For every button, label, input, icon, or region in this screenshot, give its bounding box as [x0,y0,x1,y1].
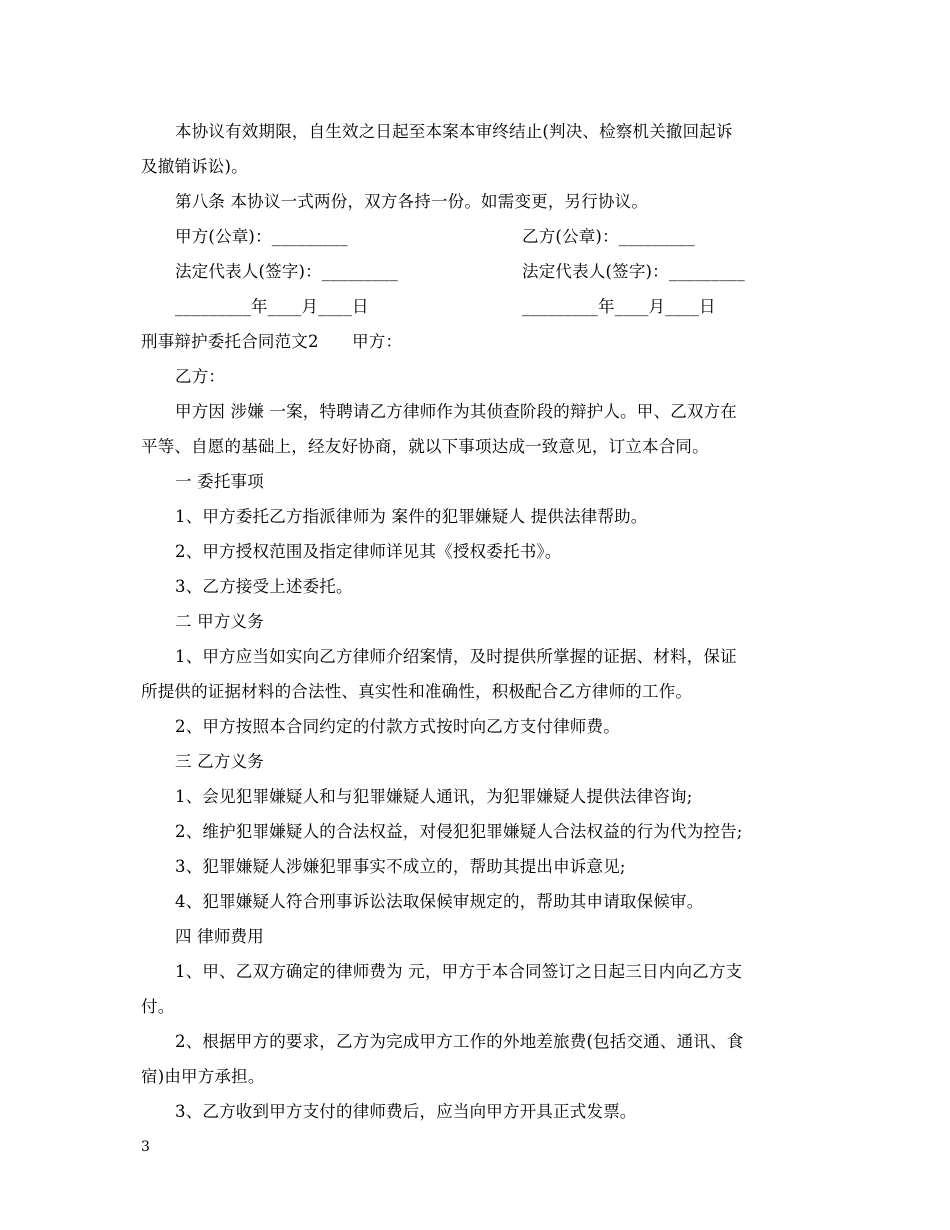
paragraph-line: 3、犯罪嫌疑人涉嫌犯罪事实不成立的，帮助其提出申诉意见; [175,857,626,876]
paragraph-line: 乙方： [175,367,226,386]
paragraph-line: 甲方因 涉嫌 一案，特聘请乙方律师作为其侦查阶段的辩护人。甲、乙双方在 [175,402,737,421]
party-a-seal-line: 甲方(公章)：_________ [175,227,348,246]
document-heading: 刑事辩护委托合同范文2 甲方： [141,332,403,351]
paragraph-line: 本协议有效期限，自生效之日起至本案本审终结止(判决、检察机关撤回起诉 [175,122,733,141]
section-heading: 三 乙方义务 [175,752,264,771]
section-heading: 四 律师费用 [175,927,264,946]
paragraph-line: 付。 [141,997,175,1016]
paragraph-line: 2、甲方按照本合同约定的付款方式按时向乙方支付律师费。 [175,717,620,736]
section-heading: 二 甲方义务 [175,612,264,631]
party-a-date-line: _________年____月____日 [175,297,369,316]
paragraph-line: 所提供的证据材料的合法性、真实性和准确性，积极配合乙方律师的工作。 [141,682,693,701]
paragraph-line: 宿)由甲方承担。 [141,1067,265,1086]
party-b-seal-line: 乙方(公章)：_________ [522,227,695,246]
party-b-date-line: _________年____月____日 [522,297,716,316]
paragraph-line: 1、会见犯罪嫌疑人和与犯罪嫌疑人通讯，为犯罪嫌疑人提供法律咨询; [175,787,693,806]
party-a-representative-line: 法定代表人(签字)：_________ [175,262,398,281]
paragraph-line: 2、甲方授权范围及指定律师详见其《授权委托书》。 [175,542,562,561]
party-b-representative-line: 法定代表人(签字)：_________ [522,262,745,281]
section-heading: 一 委托事项 [175,472,264,491]
article-eight-line: 第八条 本协议一式两份，双方各持一份。如需变更，另行协议。 [175,192,649,211]
page-number: 3 [141,1139,150,1155]
paragraph-line: 平等、自愿的基础上，经友好协商，就以下事项达成一致意见，订立本合同。 [141,437,709,456]
paragraph-line: 3、乙方接受上述委托。 [175,577,353,596]
paragraph-line: 1、甲、乙双方确定的律师费为 元，甲方于本合同签订之日起三日内向乙方支 [175,962,743,981]
paragraph-line: 1、甲方应当如实向乙方律师介绍案情，及时提供所掌握的证据、材料，保证 [175,647,737,666]
paragraph-line: 3、乙方收到甲方支付的律师费后，应当向甲方开具正式发票。 [175,1102,637,1121]
paragraph-line: 4、犯罪嫌疑人符合刑事诉讼法取保候审规定的，帮助其申请取保候审。 [175,892,704,911]
paragraph-line: 2、根据甲方的要求，乙方为完成甲方工作的外地差旅费(包括交通、通讯、食 [175,1032,744,1051]
paragraph-line: 及撤销诉讼)。 [141,157,248,176]
paragraph-line: 1、甲方委托乙方指派律师为 案件的犯罪嫌疑人 提供法律帮助。 [175,507,648,526]
paragraph-line: 2、维护犯罪嫌疑人的合法权益，对侵犯犯罪嫌疑人合法权益的行为代为控告; [175,822,743,841]
